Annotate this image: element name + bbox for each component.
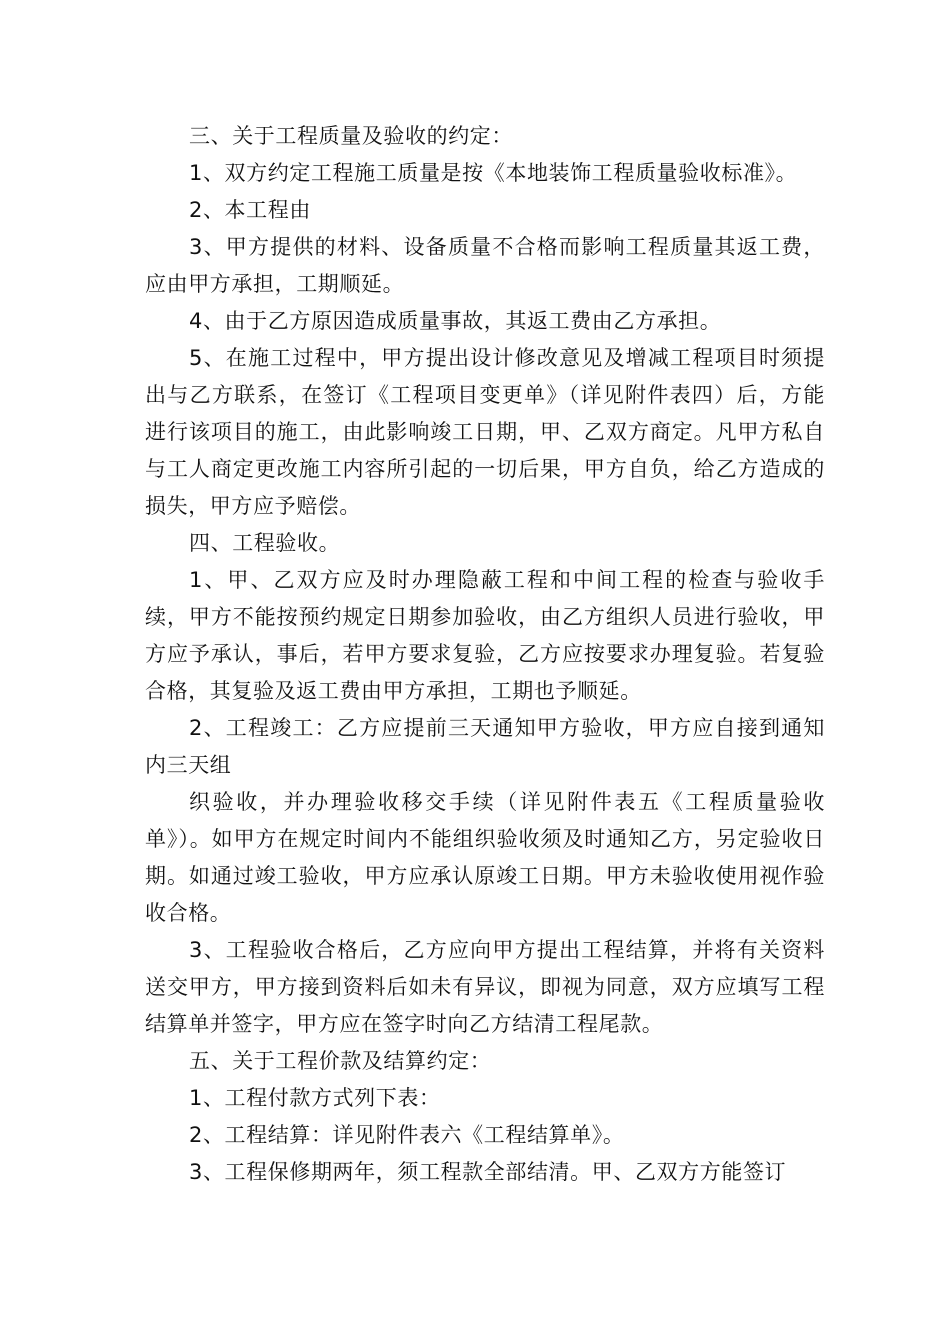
section-heading-payment: 五、关于工程价款及结算约定：	[189, 1049, 492, 1073]
paragraph-settlement: 3、工程验收合格后，乙方应向甲方提出工程结算，并将有关资料送交甲方，甲方接到资料后如未有异议，即视为同意，双方应填写工程结算单并签字，甲方应在签字时向乙方结清工程尾款。	[145, 938, 825, 1036]
paragraph-quality-accident: 4、由于乙方原因造成质量事故，其返工费由乙方承担。	[189, 309, 722, 333]
section-heading-acceptance: 四、工程验收。	[189, 531, 341, 555]
paragraph-project-by: 2、本工程由	[189, 198, 311, 222]
paragraph-completion-notice: 2、工程竣工：乙方应提前三天通知甲方验收，甲方应自接到通知内三天组	[145, 716, 825, 777]
paragraph-payment-method: 1、工程付款方式列下表：	[189, 1086, 441, 1110]
paragraph-materials-rework: 3、甲方提供的材料、设备质量不合格而影响工程质量其返工费，应由甲方承担，工期顺延。	[145, 235, 825, 296]
document-body	[145, 118, 825, 1191]
paragraph-design-change: 5、在施工过程中，甲方提出设计修改意见及增减工程项目时须提出与乙方联系，在签订《工程项目变更单》（详见附件表四）后，方能进行该项目的施工，由此影响竣工日期，甲、乙双方商定。凡甲方私自与工人商定更改施工内容所引起的一切后果，甲方自负，给乙方造成的损失，甲方应予赔偿。	[145, 346, 825, 518]
paragraph-quality-standard: 1、双方约定工程施工质量是按《本地装饰工程质量验收标准》。	[189, 161, 798, 185]
section-heading-quality: 三、关于工程质量及验收的约定：	[189, 124, 513, 148]
paragraph-hidden-works: 1、甲、乙双方应及时办理隐蔽工程和中间工程的检查与验收手续，甲方不能按预约规定日期参加验收，由乙方组织人员进行验收，甲方应予承认，事后，若甲方要求复验，乙方应按要求办理复验。若复验合格，其复验及返工费由甲方承担，工期也予顺延。	[145, 568, 825, 703]
paragraph-acceptance-handover: 织验收，并办理验收移交手续（详见附件表五《工程质量验收单》）。如甲方在规定时间内不能组织验收须及时通知乙方，另定验收日期。如通过竣工验收，甲方应承认原竣工日期。甲方未验收使用视作验收合格。	[145, 790, 825, 925]
paragraph-warranty: 3、工程保修期两年，须工程款全部结清。甲、乙双方方能签订	[189, 1160, 787, 1184]
paragraph-final-account: 2、工程结算：详见附件表六《工程结算单》。	[189, 1123, 625, 1147]
